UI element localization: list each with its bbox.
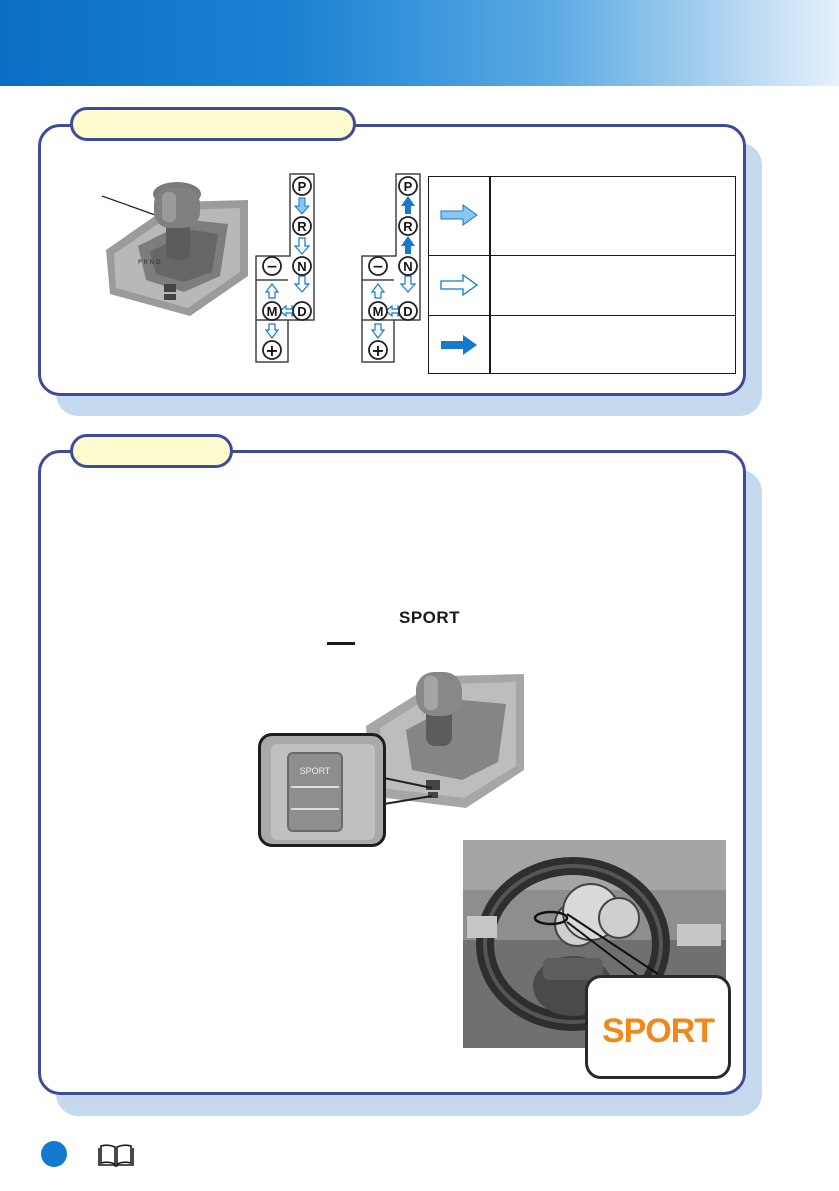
legend-row-2-border <box>429 255 735 256</box>
callout-connector <box>380 770 440 810</box>
shift-panel-tab <box>70 107 356 141</box>
svg-text:P R N D: P R N D <box>138 259 161 266</box>
light-blue-arrow-icon <box>439 203 479 227</box>
gate-right-n: N <box>403 259 413 274</box>
gate-left-p: P <box>297 179 307 194</box>
minus-mark <box>327 642 355 645</box>
sport-indicator-callout <box>585 975 731 1079</box>
legend-row-3-border <box>429 315 735 316</box>
book-icon[interactable] <box>97 1143 135 1169</box>
gate-left-n: N <box>297 259 307 274</box>
gate-right-d: D <box>403 304 413 319</box>
gate-left-plus: + <box>265 341 279 360</box>
gate-left-r: R <box>297 219 307 234</box>
sport-switch-closeup <box>258 733 386 847</box>
gate-left-d: D <box>297 304 307 319</box>
shift-lever-illustration <box>80 180 250 320</box>
dark-blue-arrow-icon <box>439 333 479 357</box>
gate-left-minus: − <box>266 259 278 275</box>
drive-mode-panel-tab <box>70 434 233 468</box>
outline-arrow-icon <box>439 273 479 297</box>
page-number-dot <box>41 1141 67 1167</box>
sport-indicator-text: SPORT <box>601 1012 715 1050</box>
arrow-legend-table <box>428 176 736 374</box>
header-band <box>0 0 839 86</box>
gate-right-r: R <box>403 219 413 234</box>
shift-gate-right <box>356 172 436 364</box>
gate-left-m: M <box>266 304 278 319</box>
sport-switch-button <box>287 752 343 832</box>
legend-divider <box>489 177 491 373</box>
gate-right-minus: − <box>372 259 384 275</box>
sport-switch-label: SPORT <box>299 766 331 776</box>
gate-right-m: M <box>372 304 384 319</box>
shift-gate-left <box>250 172 330 364</box>
gate-right-plus: + <box>371 341 385 360</box>
sport-mode-label: SPORT <box>399 608 461 627</box>
gate-right-p: P <box>403 179 413 194</box>
